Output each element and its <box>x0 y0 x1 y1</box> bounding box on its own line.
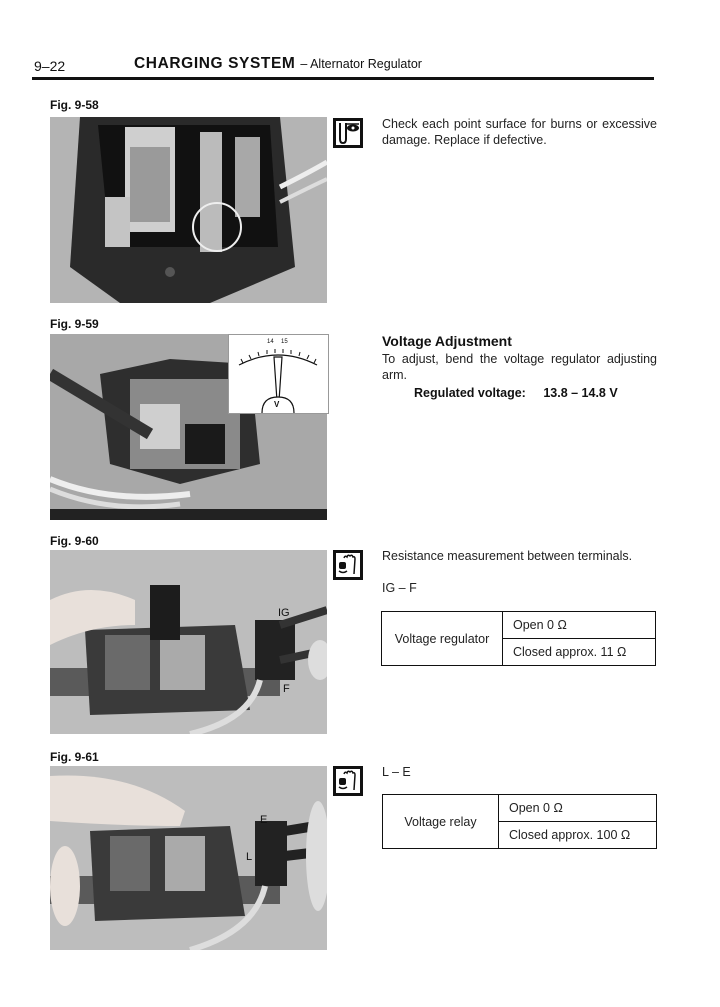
section-subtitle: – Alternator Regulator <box>300 57 422 71</box>
figure-label: Fig. 9-58 <box>50 98 99 112</box>
component-cell: Voltage relay <box>383 795 499 849</box>
component-cell: Voltage regulator <box>382 612 503 666</box>
table-row <box>382 612 656 639</box>
open-value-cell: Open 0 Ω <box>499 795 657 822</box>
hand-measure-icon <box>333 766 363 796</box>
resistance-instruction: Resistance measurement between terminals. <box>382 549 633 563</box>
terminal-label-ig: IG <box>278 607 290 619</box>
figure-photo-l-e-measurement <box>50 766 327 950</box>
terminal-pair-ig-f: IG – F <box>382 581 417 595</box>
table-row <box>383 795 657 822</box>
resistance-table-voltage-regulator <box>381 611 656 666</box>
resistance-table-voltage-relay <box>382 794 657 849</box>
inspection-instruction: Check each point surface for burns or excessive damage. Replace if defective. <box>382 117 657 147</box>
closed-value-cell: Closed approx. 100 Ω <box>499 822 657 849</box>
figure-label: Fig. 9-60 <box>50 534 99 548</box>
figure-photo-ig-f-measurement <box>50 550 327 734</box>
voltmeter-inset <box>228 334 329 414</box>
spec-label: Regulated voltage: <box>414 386 526 400</box>
voltage-adjustment-heading: Voltage Adjustment <box>382 333 512 349</box>
inspect-eye-icon <box>333 118 363 148</box>
regulated-voltage-spec <box>414 386 618 400</box>
section-title <box>134 55 422 73</box>
terminal-pair-l-e: L – E <box>382 765 411 779</box>
terminal-label-f: F <box>283 683 290 695</box>
header-rule <box>32 77 654 80</box>
closed-value-cell: Closed approx. 11 Ω <box>503 639 656 666</box>
page-number: 9–22 <box>34 58 66 74</box>
adjustment-instruction: To adjust, bend the voltage regulator adjusting arm. <box>382 352 657 382</box>
terminal-label-e: E <box>260 814 268 826</box>
section-title-main: CHARGING SYSTEM <box>134 55 296 72</box>
gauge-unit: V <box>274 400 280 409</box>
hand-measure-icon <box>333 550 363 580</box>
open-value-cell: Open 0 Ω <box>503 612 656 639</box>
figure-label: Fig. 9-61 <box>50 750 99 764</box>
gauge-tick-label: 15 <box>281 339 288 345</box>
gauge-tick-label: 14 <box>267 339 274 345</box>
figure-photo-regulator-points <box>50 117 327 303</box>
spec-value: 13.8 – 14.8 V <box>543 386 618 400</box>
figure-label: Fig. 9-59 <box>50 317 99 331</box>
terminal-label-l: L <box>246 851 253 863</box>
